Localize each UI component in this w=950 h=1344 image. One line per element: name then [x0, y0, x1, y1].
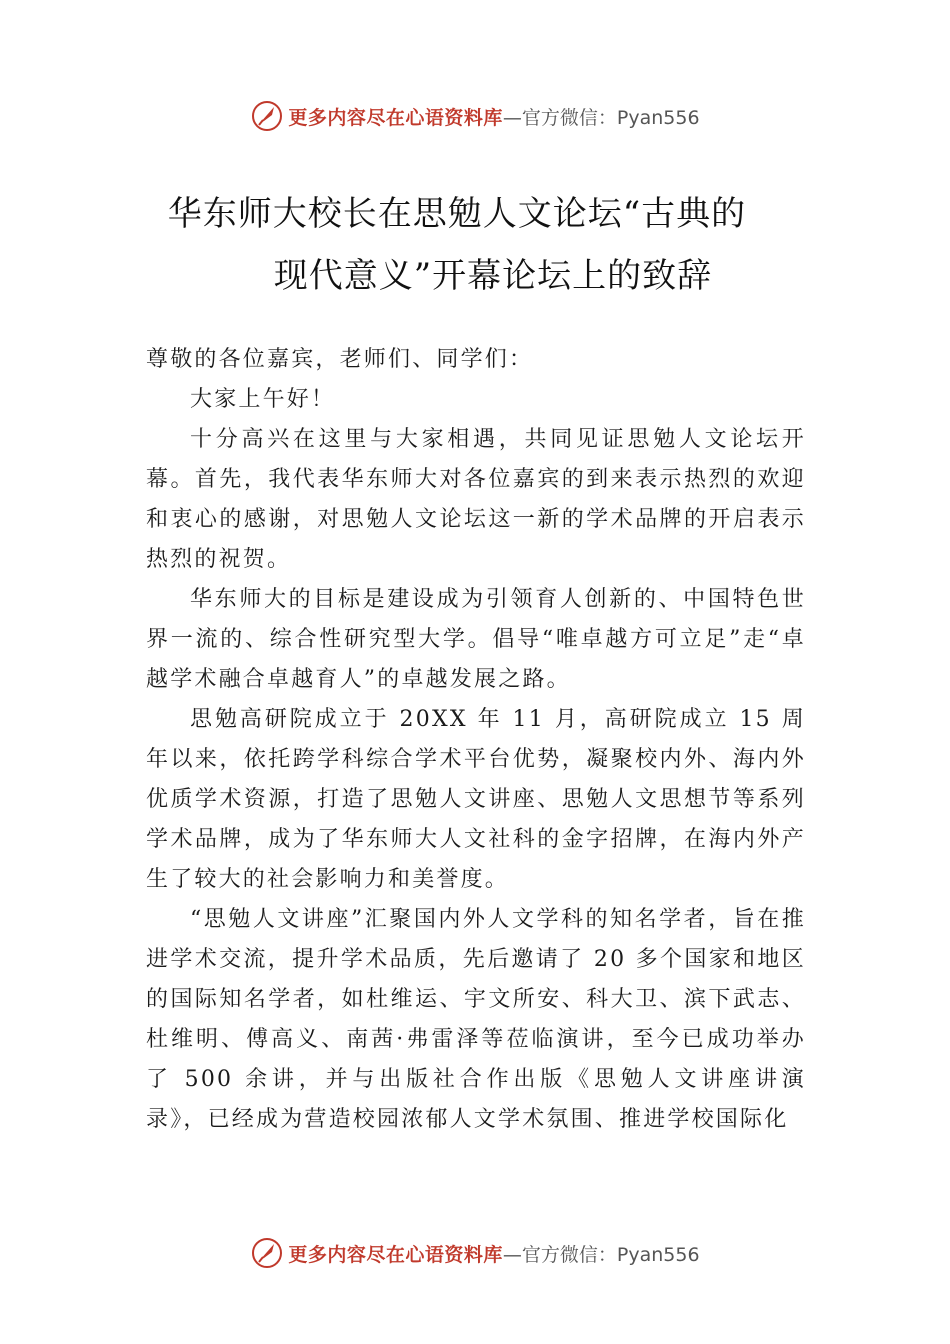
- document-title-line-1: 华东师大校长在思勉人文论坛“古典的: [167, 194, 747, 234]
- paragraph: “思勉人文讲座”汇聚国内外人文学科的知名学者，旨在推进学术交流，提升学术品质，先后邀请了 20 多个国家和地区的国际知名学者，如杜维运、宇文所安、科大卫、滨下武志、杜维明、傅高义、南茜·弗雷泽等莅临演讲，至今已成功举办了 500 余讲，并与出版社合作出版《思勉人文讲座讲演录》，已经成为营造校园浓郁人文学术氛围、推进学校国际化: [146, 907, 806, 1132]
- greeting: 大家上午好！: [190, 387, 336, 412]
- banner-library-text: 更多内容尽在心语资料库: [288, 1243, 503, 1266]
- banner-library-text: 更多内容尽在心语资料库: [288, 106, 503, 129]
- header-banner: [0, 96, 950, 136]
- paragraph: 思勉高研院成立于 20XX 年 11 月，高研院成立 15 周年以来，依托跨学科综合学术平台优势，凝聚校内外、海内外优质学术资源，打造了思勉人文讲座、思勉人文思想节等系列学术品牌，成为了华东师大人文社科的金字招牌，在海内外产生了较大的社会影响力和美誉度。: [146, 707, 806, 892]
- banner-wechat-text: —官方微信：Pyan556: [502, 1243, 700, 1266]
- document-title-line-2: 现代意义”开幕论坛上的致辞: [273, 256, 713, 296]
- banner-wechat-text: —官方微信：Pyan556: [502, 106, 700, 129]
- salutation: 尊敬的各位嘉宾，老师们、同学们：: [146, 347, 534, 372]
- quill-logo-icon: [250, 99, 284, 133]
- quill-logo-icon: [250, 1236, 284, 1270]
- paragraph: 华东师大的目标是建设成为引领育人创新的、中国特色世界一流的、综合性研究型大学。倡导“唯卓越方可立足”走“卓越学术融合卓越育人”的卓越发展之路。: [146, 587, 806, 692]
- document-body: [146, 340, 806, 1140]
- footer-banner: [0, 1233, 950, 1273]
- paragraph: 十分高兴在这里与大家相遇，共同见证思勉人文论坛开幕。首先，我代表华东师大对各位嘉宾的到来表示热烈的欢迎和衷心的感谢，对思勉人文论坛这一新的学术品牌的开启表示热烈的祝贺。: [146, 427, 806, 572]
